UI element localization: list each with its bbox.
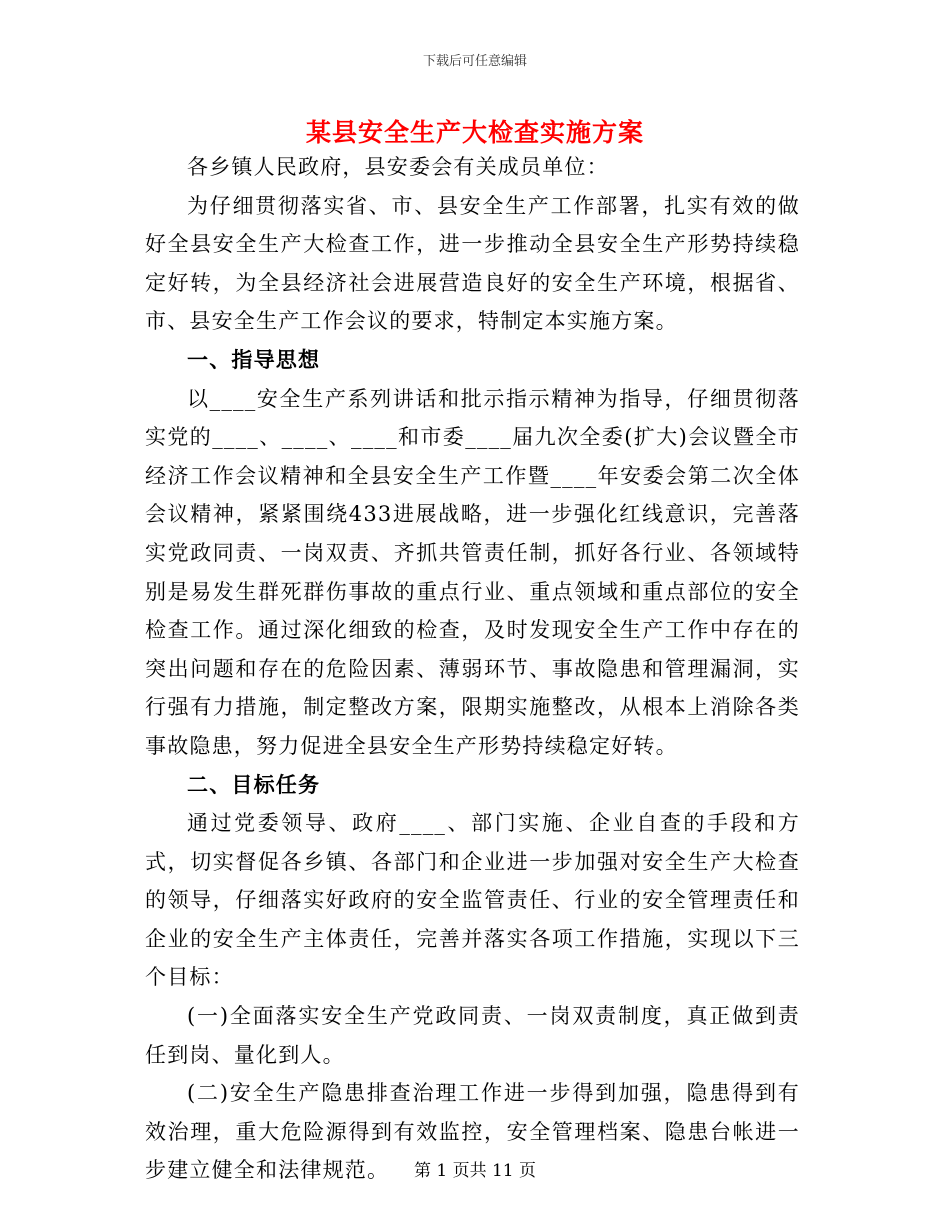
header-note: 下载后可任意编辑: [422, 54, 527, 69]
goal-item-2: (二)安全生产隐患排查治理工作进一步得到加强，隐患得到有效治理，重大危险源得到有效监控，安全管理档案、隐患台帐进一步建立健全和法律规范。: [145, 1081, 800, 1183]
section-heading-guiding-ideology: 一、指导思想: [187, 347, 321, 372]
intro-paragraph: 为仔细贯彻落实省、市、县安全生产工作部署，扎实有效的做好全县安全生产大检查工作，进一步推动全县安全生产形势持续稳定好转，为全县经济社会进展营造良好的安全生产环境，根据省、市、县安全生产工作会议的要求，特制定本实施方案。: [145, 193, 800, 334]
section-heading-goals: 二、目标任务: [187, 772, 321, 797]
document-title: 某县安全生产大检查实施方案: [305, 118, 644, 147]
goal-item-1: (一)全面落实安全生产党政同责、一岗双责制度，真正做到责任到岗、量化到人。: [145, 1004, 800, 1067]
goals-paragraph: 通过党委领导、政府____、部门实施、企业自查的手段和方式，切实督促各乡镇、各部门和企业进一步加强对安全生产大检查的领导，仔细落实好政府的安全监管责任、行业的安全管理责任和企业的安全生产主体责任，完善并落实各项工作措施，实现以下三个目标：: [145, 811, 800, 990]
page-number: 第 1 页共 11 页: [413, 1161, 537, 1181]
salutation-paragraph: 各乡镇人民政府，县安委会有关成员单位：: [187, 155, 609, 179]
guiding-ideology-paragraph: 以____安全生产系列讲话和批示指示精神为指导，仔细贯彻落实党的____、____、____和市委____届九次全委(扩大)会议暨全市经济工作会议精神和全县安全生产工作暨____年安委会第二次全体会议精神，紧紧围绕433进展战略，进一步强化红线意识，完善落实党政同责、一岗双责、齐抓共管责任制，抓好各行业、各领域特别是易发生群死群伤事故的重点行业、重点领域和重点部位的安全检查工作。通过深化细致的检查，及时发现安全生产工作中存在的突出问题和存在的危险因素、薄弱环节、事故隐患和管理漏洞，实行强有力措施，制定整改方案，限期实施整改，从根本上消除各类事故隐患，努力促进全县安全生产形势持续稳定好转。: [145, 386, 800, 758]
document-body: [145, 148, 800, 1190]
